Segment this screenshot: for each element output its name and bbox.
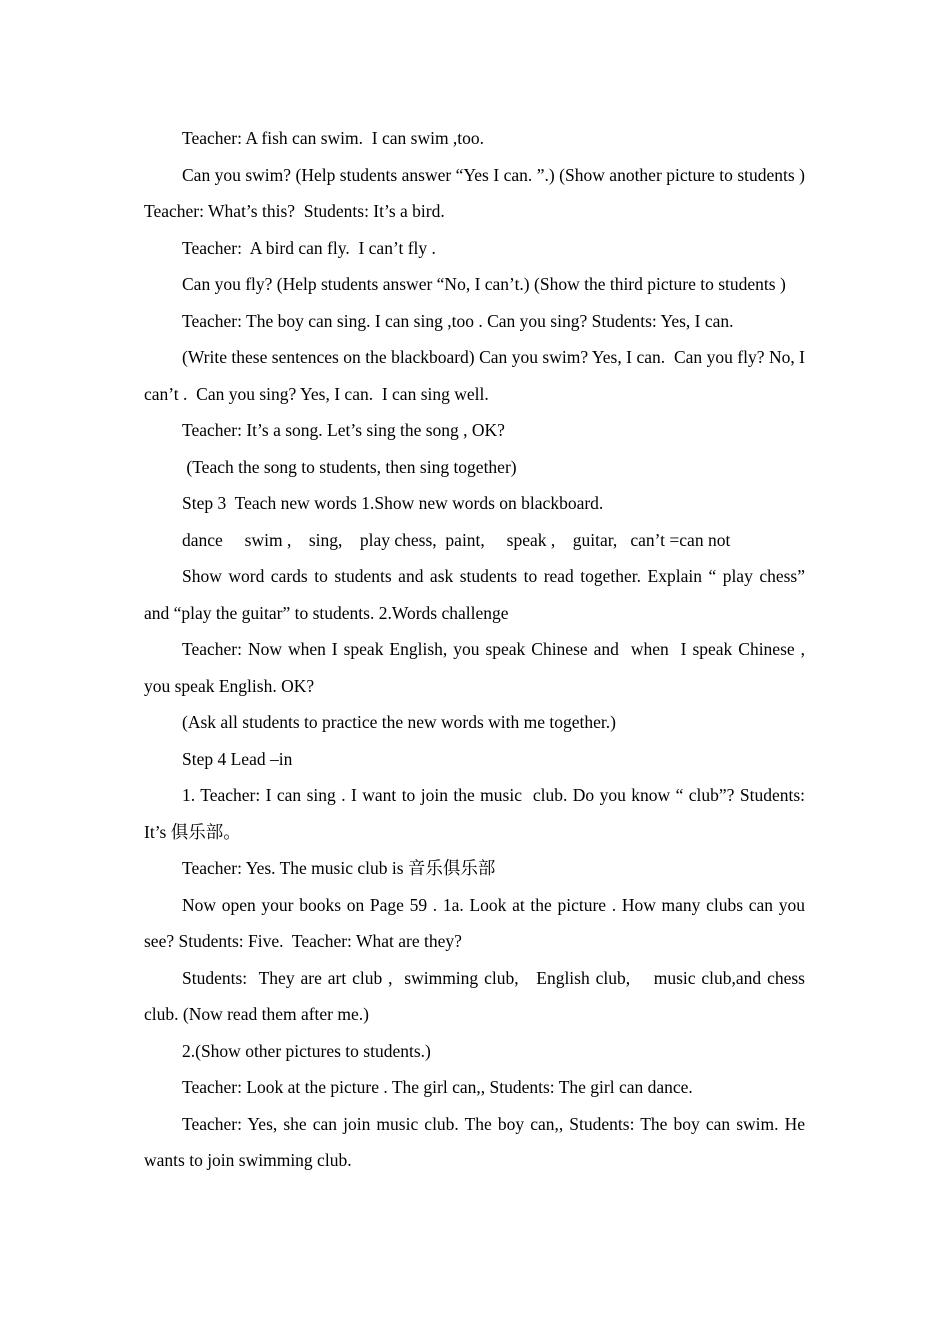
paragraph: Teacher: Yes, she can join music club. The boy can,, Students: The boy can swim. He wants to join swimming club. <box>144 1113 810 1170</box>
paragraph: Can you swim? (Help students answer “Yes I can. ”.) (Show another picture to students ) Teacher: What’s this? Students: It’s a bird. <box>144 164 810 221</box>
paragraph: 1. Teacher: I can sing . I want to join the music club. Do you know “ club”? Students: It’s 俱乐部。 <box>144 785 810 842</box>
paragraph: Step 3 Teach new words 1.Show new words on blackboard. <box>182 493 604 513</box>
paragraph: Step 4 Lead –in <box>182 748 293 769</box>
paragraph: Teacher: Yes. The music club is 音乐俱乐部 <box>182 858 496 878</box>
paragraph: Teacher: The boy can sing. I can sing ,too . Can you sing? Students: Yes, I can. <box>182 310 734 331</box>
paragraph: 2.(Show other pictures to students.) <box>182 1040 431 1061</box>
paragraph: Now open your books on Page 59 . 1a. Look at the picture . How many clubs can you see? Students: Five. Teacher: What are they? <box>144 894 810 951</box>
document-body <box>144 120 810 1179</box>
paragraph: Teacher: Look at the picture . The girl can,, Students: The girl can dance. <box>182 1077 693 1097</box>
paragraph: Teacher: A bird can fly. I can’t fly . <box>182 237 436 258</box>
paragraph: Can you fly? (Help students answer “No, I can’t.) (Show the third picture to students ) <box>182 274 786 294</box>
paragraph: (Ask all students to practice the new words with me together.) <box>182 712 616 732</box>
paragraph: Teacher: A fish can swim. I can swim ,too. <box>182 128 485 148</box>
paragraph: Show word cards to students and ask students to read together. Explain “ play chess” and “play the guitar” to students. 2.Words challenge <box>144 566 810 623</box>
paragraph: Teacher: It’s a song. Let’s sing the song , OK? <box>182 420 505 440</box>
paragraph: (Teach the song to students, then sing together) <box>182 456 517 477</box>
paragraph: Teacher: Now when I speak English, you speak Chinese and when I speak Chinese , you speak English. OK? <box>144 639 810 696</box>
paragraph: dance swim , sing, play chess, paint, speak , guitar, can’t =can not <box>182 529 731 550</box>
paragraph: Students: They are art club , swimming club, English club, music club,and chess club. (Now read them after me.) <box>144 967 810 1024</box>
paragraph: (Write these sentences on the blackboard) Can you swim? Yes, I can. Can you fly? No, I can’t . Can you sing? Yes, I can. I can sing well. <box>144 347 810 404</box>
